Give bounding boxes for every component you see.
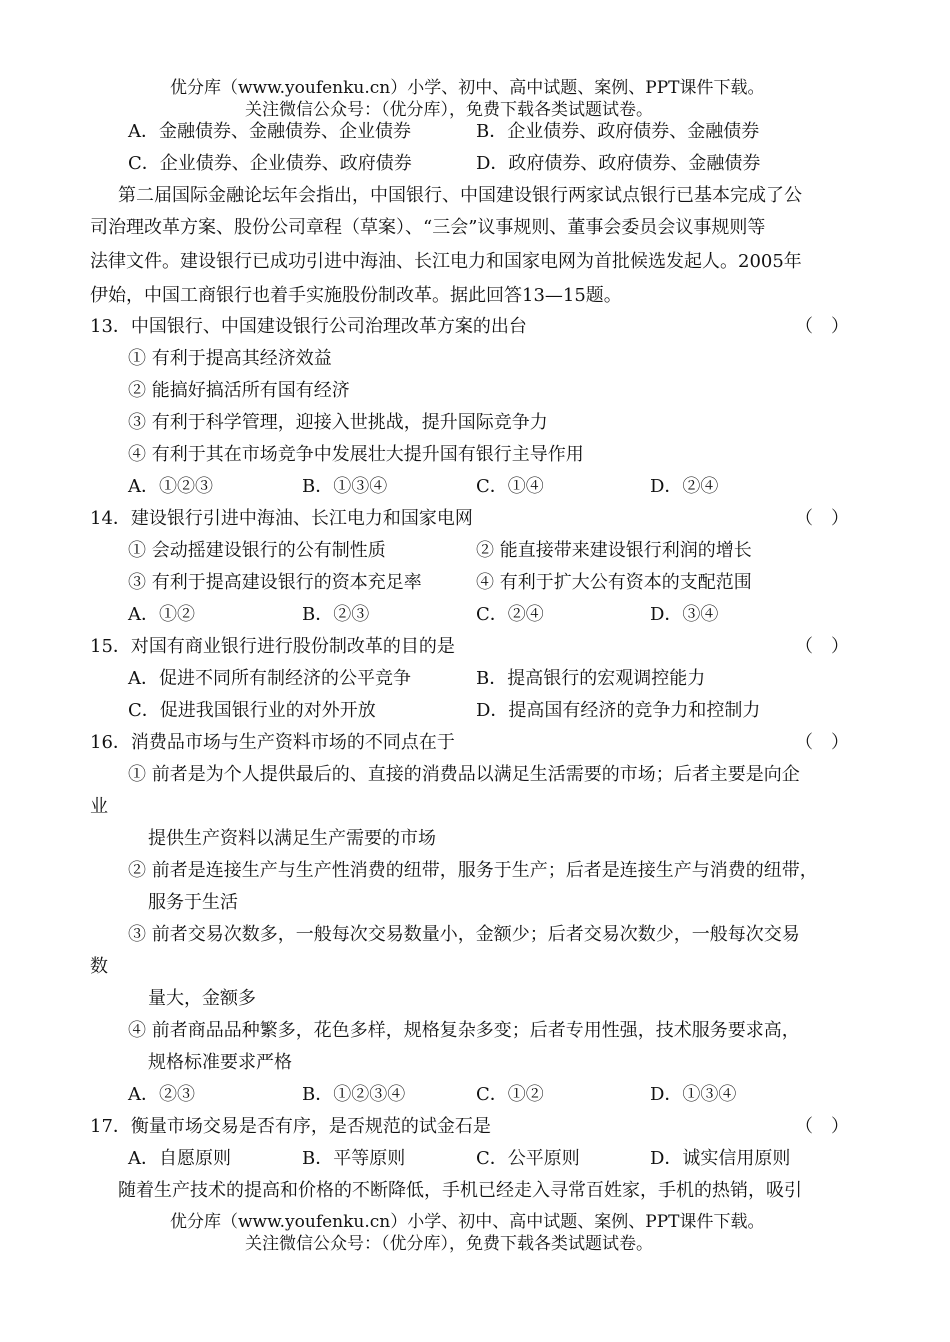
q13-statement-4: ④ 有利于其在市场竞争中发展壮大提升国有银行主导作用: [128, 444, 584, 465]
q15-option-d: D．提高国有经济的竞争力和控制力: [476, 700, 761, 721]
q16-statement-1-cont: 提供生产资料以满足生产需要的市场: [148, 828, 436, 849]
q16-statement-1: ① 前者是为个人提供最后的、直接的消费品以满足生活需要的市场；后者主要是向企: [128, 764, 800, 785]
q15-answer-bracket: （ ）: [795, 636, 849, 657]
q15-option-c: C．促进我国银行业的对外开放: [128, 700, 376, 721]
q13-statement-2: ② 能搞好搞活所有国有经济: [128, 380, 350, 401]
q14-statement-1: ① 会动摇建设银行的公有制性质: [128, 540, 386, 561]
q13-statement-3: ③ 有利于科学管理，迎接入世挑战，提升国际竞争力: [128, 412, 548, 433]
header-line-2: 关注微信公众号：（优分库），免费下载各类试题试卷。: [245, 100, 653, 120]
q14-statement-2: ② 能直接带来建设银行利润的增长: [476, 540, 752, 561]
q16-statement-2: ② 前者是连接生产与生产性消费的纽带，服务于生产；后者是连接生产与消费的纽带，: [128, 860, 818, 881]
q14-option-a: A．①②: [128, 604, 195, 625]
prev-option-a: A．金融债券、金融债券、企业债券: [128, 121, 411, 142]
passage-line-4: 伊始，中国工商银行也着手实施股份制改革。据此回答13—15题。: [90, 285, 622, 306]
q14-answer-bracket: （ ）: [795, 508, 849, 529]
q13-option-a: A．①②③: [128, 476, 213, 497]
q17-option-a: A．自愿原则: [128, 1148, 231, 1169]
prev-option-c: C．企业债券、企业债券、政府债券: [128, 153, 412, 174]
q16-statement-4: ④ 前者商品品种繁多，花色多样，规格复杂多变；后者专用性强，技术服务要求高，: [128, 1020, 800, 1041]
q17-option-d: D．诚实信用原则: [650, 1148, 791, 1169]
q15-stem: 15．对国有商业银行进行股份制改革的目的是: [90, 636, 455, 657]
passage-line-2: 司治理改革方案、股份公司章程（草案）、“三会”议事规则、董事会委员会议事规则等: [90, 217, 766, 238]
q14-statement-3: ③ 有利于提高建设银行的资本充足率: [128, 572, 422, 593]
passage-line-3: 法律文件。建设银行已成功引进中海油、长江电力和国家电网为首批候选发起人。2005年: [90, 251, 802, 272]
q13-statement-1: ① 有利于提高其经济效益: [128, 348, 332, 369]
q17-stem: 17．衡量市场交易是否有序，是否规范的试金石是: [90, 1116, 491, 1137]
q16-statement-2-cont: 服务于生活: [148, 892, 238, 913]
q15-option-b: B．提高银行的宏观调控能力: [476, 668, 706, 689]
prev-option-d: D．政府债券、政府债券、金融债券: [476, 153, 761, 174]
q16-statement-1-wrap: 业: [90, 796, 108, 817]
q16-option-d: D．①③④: [650, 1084, 737, 1105]
q16-statement-3: ③ 前者交易次数多，一般每次交易数量小，金额少；后者交易次数少，一般每次交易: [128, 924, 800, 945]
q16-option-b: B．①②③④: [302, 1084, 406, 1105]
q14-option-b: B．②③: [302, 604, 370, 625]
q13-option-c: C．①④: [476, 476, 544, 497]
q17-option-c: C．公平原则: [476, 1148, 580, 1169]
footer-line-1: 优分库（www.youfenku.cn）小学、初中、高中试题、案例、PPT课件下载。: [170, 1212, 765, 1232]
footer-line-2: 关注微信公众号：（优分库），免费下载各类试题试卷。: [245, 1234, 653, 1254]
q14-stem: 14．建设银行引进中海油、长江电力和国家电网: [90, 508, 473, 529]
passage-line-1: 第二届国际金融论坛年会指出，中国银行、中国建设银行两家试点银行已基本完成了公: [118, 185, 802, 206]
q16-option-c: C．①②: [476, 1084, 544, 1105]
next-passage-line-1: 随着生产技术的提高和价格的不断降低，手机已经走入寻常百姓家，手机的热销，吸引: [118, 1180, 802, 1201]
q16-option-a: A．②③: [128, 1084, 195, 1105]
q14-statement-4: ④ 有利于扩大公有资本的支配范围: [476, 572, 752, 593]
prev-option-b: B．企业债券、政府债券、金融债券: [476, 121, 760, 142]
q16-stem: 16．消费品市场与生产资料市场的不同点在于: [90, 732, 455, 753]
q13-stem: 13．中国银行、中国建设银行公司治理改革方案的出台: [90, 316, 527, 337]
q17-option-b: B．平等原则: [302, 1148, 406, 1169]
q15-option-a: A．促进不同所有制经济的公平竞争: [128, 668, 411, 689]
q16-answer-bracket: （ ）: [795, 732, 849, 753]
q14-option-c: C．②④: [476, 604, 544, 625]
q13-option-d: D．②④: [650, 476, 719, 497]
q13-option-b: B．①③④: [302, 476, 388, 497]
q13-answer-bracket: （ ）: [795, 316, 849, 337]
q17-answer-bracket: （ ）: [795, 1116, 849, 1137]
q16-statement-4-cont: 规格标准要求严格: [148, 1052, 292, 1073]
header-line-1: 优分库（www.youfenku.cn）小学、初中、高中试题、案例、PPT课件下载。: [170, 78, 765, 98]
q16-statement-3-wrap: 数: [90, 956, 108, 977]
q16-statement-3-cont: 量大，金额多: [148, 988, 256, 1009]
q14-option-d: D．③④: [650, 604, 719, 625]
